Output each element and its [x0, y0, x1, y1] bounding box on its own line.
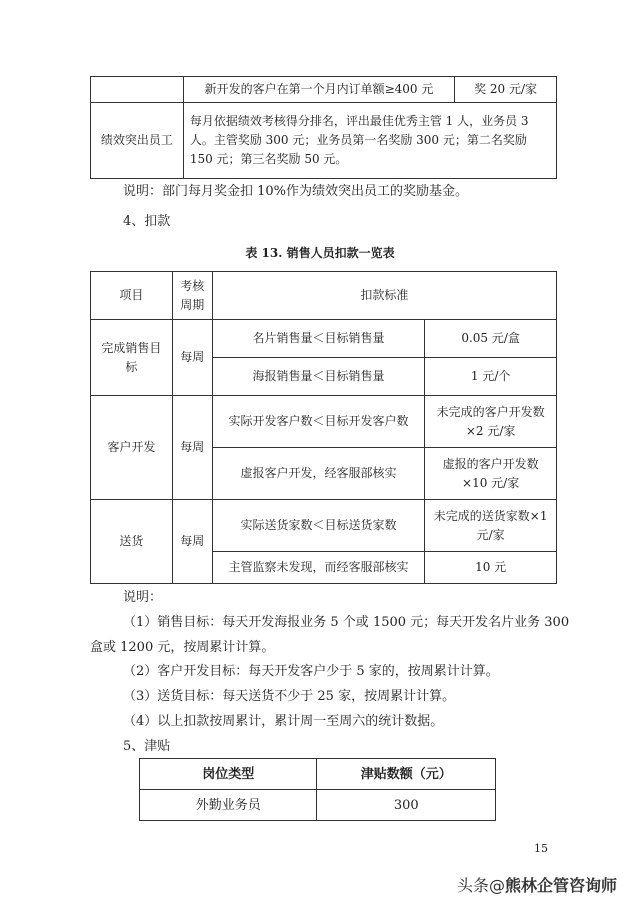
- section-heading-deductions: 4、扣款: [123, 214, 171, 229]
- reward-condition: 新开发的客户在第一个月内订单额≥400 元: [183, 77, 454, 103]
- header-period: 考核周期: [172, 272, 212, 320]
- allowance-amount: 300: [317, 790, 496, 821]
- deduction-condition: 实际送货家数＜目标送货家数: [212, 500, 424, 552]
- reward-category: 绩效突出员工: [91, 103, 184, 179]
- group-period: 每周: [172, 500, 212, 584]
- table-caption: 表 13. 销售人员扣款一览表: [245, 246, 395, 260]
- group-item: 送货: [91, 500, 173, 584]
- note-item-1-cont: 盒或 1200 元，按周累计计算。: [90, 640, 275, 655]
- deduction-amount: 虚报的客户开发数×10 元/家: [425, 448, 557, 500]
- deduction-amount: 未完成的送货家数×1 元/家: [425, 500, 557, 552]
- allowance-header-position: 岗位类型: [140, 759, 317, 790]
- watermark-prefix: 头条: [457, 876, 490, 895]
- group-item: 完成销售目标: [91, 320, 173, 396]
- deduction-condition: 海报销售量＜目标销售量: [212, 358, 424, 396]
- reward-amount: 奖 20 元/家: [455, 77, 557, 103]
- watermark: [457, 873, 617, 896]
- reward-table: [90, 76, 557, 179]
- group-period: 每周: [172, 320, 212, 396]
- group-period: 每周: [172, 396, 212, 500]
- allowance-table: [139, 758, 496, 821]
- note-item-2: （2）客户开发目标：每天开发客户少于 5 家的，按周累计计算。: [123, 664, 499, 679]
- notes-title: 说明：: [123, 590, 163, 605]
- deduction-condition: 名片销售量＜目标销售量: [212, 320, 424, 358]
- page-number: 15: [534, 842, 548, 855]
- group-item: 客户开发: [91, 396, 173, 500]
- deduction-condition: 实际开发客户数＜目标开发客户数: [212, 396, 424, 448]
- section-heading-allowance: 5、津贴: [123, 739, 171, 754]
- deduction-amount: 未完成的客户开发数×2 元/家: [425, 396, 557, 448]
- deduction-condition: 主管监察未发现，而经客服部核实: [212, 552, 424, 584]
- deduction-table: [90, 271, 557, 584]
- watermark-at: @: [489, 876, 506, 895]
- deduction-amount: 1 元/个: [425, 358, 557, 396]
- table-row: [91, 396, 557, 448]
- header-standard: 扣款标准: [212, 272, 556, 320]
- note-item-1: （1）销售目标：每天开发海报业务 5 个或 1500 元；每天开发名片业务 300: [123, 615, 570, 630]
- table-row: [91, 500, 557, 552]
- note-item-4: （4）以上扣款按周累计，累计周一至周六的统计数据。: [123, 714, 444, 729]
- deduction-amount: 0.05 元/盒: [425, 320, 557, 358]
- note-item-3: （3）送货目标：每天送货不少于 25 家，按周累计计算。: [123, 689, 456, 704]
- reward-description: 每月依据绩效考核得分排名，评出最佳优秀主管 1 人，业务员 3 人。主管奖励 300 元；业务员第一名奖励 300 元；第二名奖励 150 元；第三名奖励 50 元。: [183, 103, 556, 179]
- bonus-note: 说明：部门每月奖金扣 10%作为绩效突出员工的奖励基金。: [123, 184, 469, 199]
- deduction-amount: 10 元: [425, 552, 557, 584]
- table-row: [140, 790, 496, 821]
- watermark-author: 熊林企管咨询师: [505, 876, 618, 895]
- allowance-header-amount: 津贴数额（元）: [317, 759, 496, 790]
- reward-table-empty-cell: [91, 77, 184, 103]
- header-item: 项目: [91, 272, 173, 320]
- deduction-condition: 虚报客户开发，经客服部核实: [212, 448, 424, 500]
- table-row: [91, 320, 557, 358]
- allowance-position: 外勤业务员: [140, 790, 317, 821]
